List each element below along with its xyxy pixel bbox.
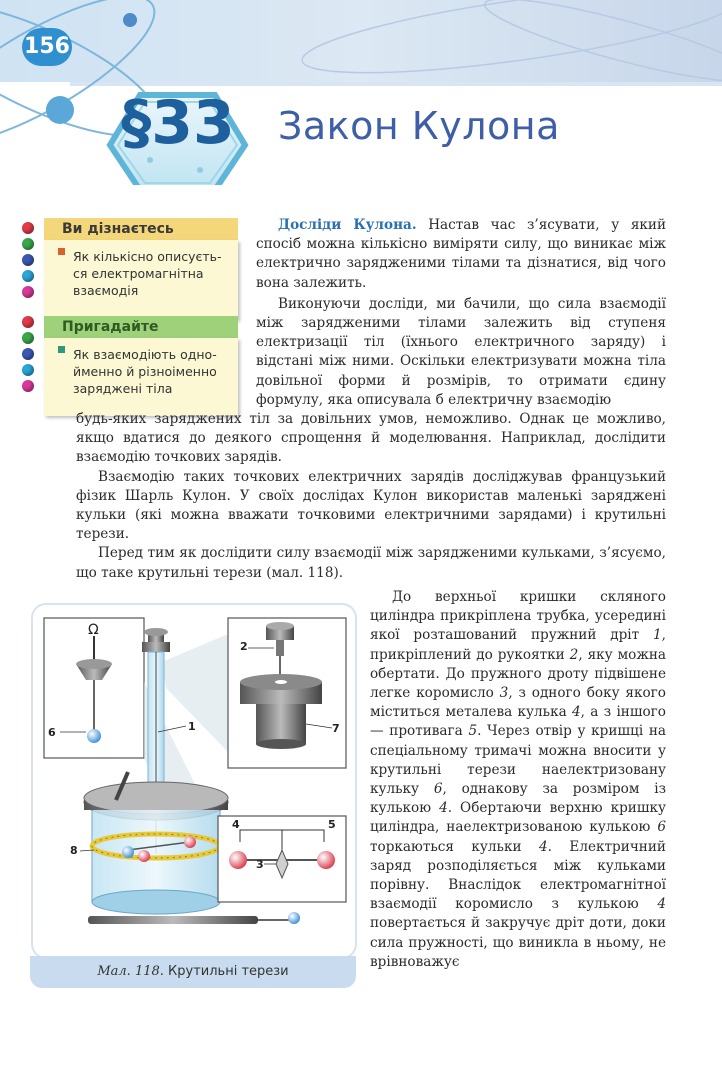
text-run: 4 (572, 704, 581, 721)
paragraph-text: Настав час з’ясувати, у який спосіб можна кількісно виміряти силу, що виникає між електрично зарядженими тілами та дізнатися, від чого вона залежить. (256, 217, 667, 291)
text-column-figure (370, 588, 666, 972)
text-run: 6 (657, 819, 666, 836)
dot-cyan (22, 270, 34, 282)
paragraph: будь-яких заряджених тіл за довільних умов, неможливо. Однак це можливо, якщо вдатися до деякого спрощення й моделювання. Наприклад, дослідити взаємодію точкових зарядів. (76, 411, 666, 466)
label-1: 1 (188, 720, 196, 733)
learn-item-text: Як кількісно описуєть-ся електромагнітна взаємодія (73, 249, 222, 298)
list-item (58, 248, 230, 299)
paragraph: Виконуючи досліди, ми бачили, що сила взаємодії між зарядженими тілами залежить від ступеня електризації тіл (їхнього електричного заряду) і відстані між ними. Оскільки електризувати можна тіла довільної форми й розмірів, то отримати єдину формулу, яка описувала б електричну взаємодію (256, 295, 666, 408)
paragraph: Перед тим як дослідити силу взаємодії між зарядженими кульками, з’ясуємо, що таке крутильні терези (мал. 118). (76, 545, 666, 581)
text-run: повертається й закручує дріт доти, доки сила пружності, що виникла в ньому, не врівноважує (370, 915, 666, 970)
text-run: 1 (653, 627, 662, 644)
learn-heading: Ви дізнаєтесь (44, 218, 238, 240)
recall-box (44, 316, 238, 416)
paragraph (370, 588, 666, 972)
caption-label: Мал. 118. (97, 964, 164, 979)
bullet-icon (58, 248, 65, 255)
decor-dots-learn (22, 222, 34, 302)
text-run: , з одного боку якого міститься металева кулька (370, 685, 666, 721)
dot-magenta (22, 286, 34, 298)
label-3: 3 (256, 858, 264, 871)
page-header (0, 0, 722, 185)
bullet-icon (58, 346, 65, 353)
dot-blue (22, 254, 34, 266)
page-number: 156 (22, 28, 72, 66)
caption-text: Крутильні терези (163, 964, 289, 979)
learn-box (44, 218, 238, 320)
dot-red (22, 316, 34, 328)
text-run: . Обертаючи верхню кришку циліндра, наелектризованою кулькою (370, 800, 666, 836)
paragraph: Взаємодію таких точкових електричних зарядів досліджував французький фізик Шарль Кулон. У своїх дослідах Кулон використав маленькі заряджені кульки (які можна вважати точковими електричними зарядами) і крутильні терези. (76, 468, 666, 543)
label-2: 2 (240, 640, 248, 653)
recall-heading: Пригадайте (44, 316, 238, 338)
label-6-inset: 6 (48, 726, 56, 739)
text-run: 4 (439, 800, 448, 817)
dot-magenta (22, 380, 34, 392)
text-run: торкаються кульки (370, 838, 539, 855)
text-column-top (256, 216, 666, 410)
recall-body (44, 338, 238, 416)
dot-cyan (22, 364, 34, 376)
torsion-balance-illustration (30, 602, 360, 962)
label-8: 8 (70, 844, 78, 857)
text-run: До верхньої кришки скляного циліндра прикріплена трубка, усередині якої розташований пружний дріт (370, 589, 666, 644)
omega-label: Ω (88, 622, 99, 638)
text-run: , прикріплений до рукоятки (370, 627, 666, 663)
text-run: , яку можна обертати. До пружного дроту підвішене легке коромисло (370, 646, 667, 702)
text-run: 3 (499, 685, 509, 702)
decor-dots-recall (22, 316, 34, 396)
paragraph (256, 216, 666, 293)
dot-red (22, 222, 34, 234)
learn-body (44, 240, 238, 320)
paragraph-lead: Досліди Кулона. (278, 217, 417, 233)
text-column-full (76, 410, 666, 583)
text-run: 6 (433, 781, 443, 798)
text-run: . Через отвір у кришці на спеціальному тримачі можна вносити у крутильні терези наелектризовану кульку (370, 723, 666, 798)
section-title: Закон Кулона (278, 104, 560, 148)
label-7: 7 (332, 722, 340, 735)
text-run: , однакову за розміром із кулькою (370, 781, 666, 817)
section-number: §33 (121, 88, 235, 158)
text-run: . Електричний заряд розподіляється між кульками порівну. Внаслідок електромагнітної взаємодії коромисло з кулькою (370, 838, 666, 913)
text-run: 4 (657, 896, 666, 913)
figure-caption (30, 956, 356, 988)
dot-blue (22, 348, 34, 360)
list-item (58, 346, 230, 397)
recall-item-text: Як взаємодіють одно-йменно й різноіменно заряджені тіла (73, 347, 217, 396)
dot-green (22, 238, 34, 250)
text-run: 4 (538, 838, 548, 855)
figure-torsion-balance (30, 602, 360, 994)
text-run: 2 (569, 646, 579, 663)
label-4: 4 (232, 818, 240, 831)
text-run: , а з іншого — противага (370, 704, 666, 740)
text-run: 5 (468, 723, 478, 740)
dot-green (22, 332, 34, 344)
label-5: 5 (328, 818, 336, 831)
